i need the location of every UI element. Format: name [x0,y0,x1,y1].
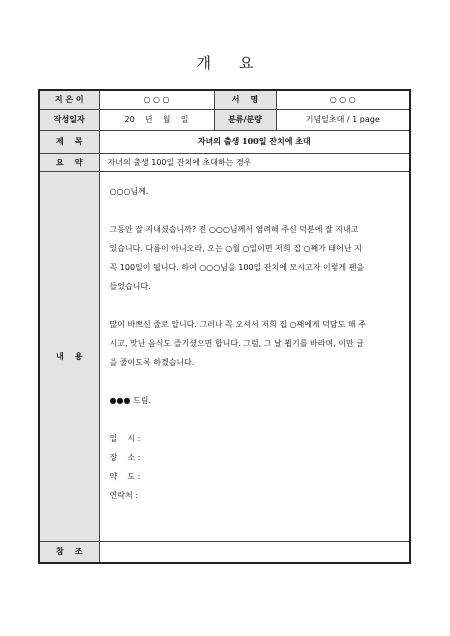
letter-body [99,171,410,541]
event-date-line: 일 시 : [109,433,141,443]
letter-para1-line1: 그동안 잘 지내셨습니까? 전 ○○○님께서 염려해 주신 덕분에 잘 지내고 [109,224,359,234]
letter-para2-line2: 시고, 맛난 음식도 즐기셨으면 합니다. 그럼, 그 날 뵙기를 바라며, 이만 글 [109,338,365,348]
reference-row [39,541,410,563]
author-value: ○ ○ ○ [99,90,214,109]
summary-value: 자녀의 출생 100일 잔치에 초대하는 경우 [99,153,410,171]
content-label: 내 용 [39,171,99,541]
signer-value: ○ ○ ○ [276,90,410,109]
letter-para2-line1: 많이 바쁘신 줄로 압니다. 그러나 꼭 오셔서 저희 집 ○째에게 덕담도 해 주 [109,319,366,329]
category-label: 분류/분량 [214,109,276,130]
document-title [0,52,450,73]
subject-row [39,130,410,153]
date-label: 작성일자 [39,109,99,130]
reference-value [99,541,410,563]
letter-para1-line2: 있습니다. 다름이 아니오라, 오는 ○월 ○일이면 저희 집 ○째가 태어난 지 [109,243,362,253]
author-row [39,90,410,109]
category-value: 기념일초대 / 1 page [276,109,410,130]
reference-label: 참 조 [39,541,99,563]
event-map-line: 약 도 : [109,471,141,481]
title-char-2: 요 [239,54,254,72]
event-place-line: 장 소 : [109,452,141,462]
title-char-1: 개 [196,54,211,72]
letter-para2-line3: 을 줄이도록 하겠습니다. [109,357,195,367]
date-row [39,109,410,130]
summary-form-table [38,89,411,564]
author-label: 지 은 이 [39,90,99,109]
date-value: 20 년 월 일 [99,109,214,130]
subject-label: 제 목 [39,130,99,153]
summary-label: 요 약 [39,153,99,171]
letter-para1-line4: 들었습니다. [109,281,151,291]
summary-row [39,153,410,171]
event-contact-line: 연락처 : [109,490,138,500]
content-row [39,171,410,541]
signer-label: 서 명 [214,90,276,109]
letter-signature: ●●● 드림. [109,395,151,405]
letter-para1-line3: 꼭 100일이 됩니다. 하여 ○○○님을 100일 잔치에 모시고자 이렇게 펜을 [109,262,365,272]
letter-greeting: ○○○님께. [109,186,149,196]
subject-value: 자녀의 출생 100일 잔치에 초대 [99,130,410,153]
